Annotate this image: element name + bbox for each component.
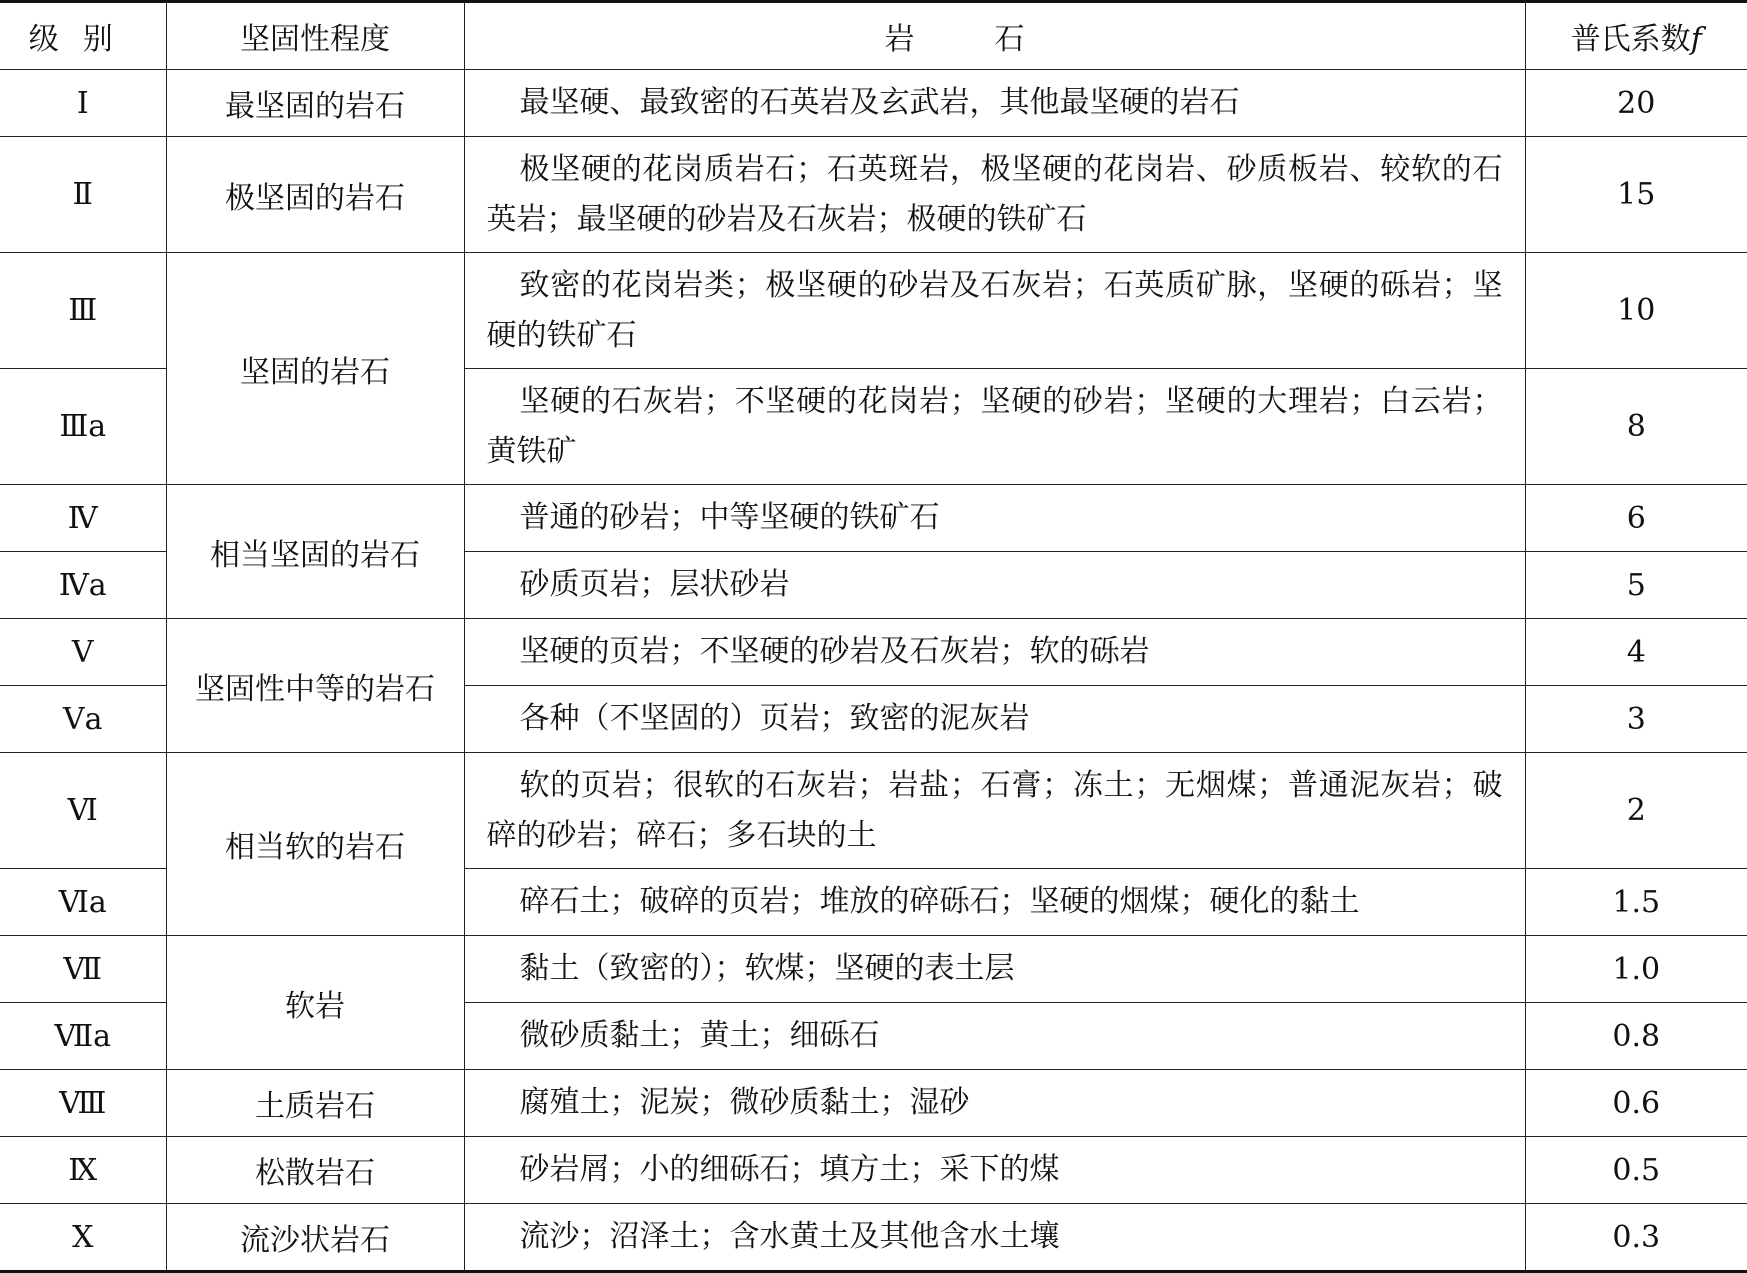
level-cell: Ⅵ <box>0 753 166 869</box>
level-cell: Ⅹ <box>0 1204 166 1272</box>
header-coef <box>1525 2 1747 70</box>
table-row <box>0 1137 1747 1204</box>
level-cell: Ⅷ <box>0 1070 166 1137</box>
degree-cell: 坚固性中等的岩石 <box>166 619 464 753</box>
header-level: 级别 <box>0 2 166 70</box>
rock-text: 最坚硬、最致密的石英岩及玄武岩，其他最坚硬的岩石 <box>519 85 1240 120</box>
coef-cell: 10 <box>1525 253 1747 369</box>
rock-text: 各种（不坚固的）页岩；致密的泥灰岩 <box>519 701 1030 736</box>
rock-text: 普通的砂岩；中等坚硬的铁矿石 <box>519 500 940 535</box>
degree-cell: 土质岩石 <box>166 1070 464 1137</box>
coef-cell: 0.5 <box>1525 1137 1747 1204</box>
coef-cell: 1.5 <box>1525 869 1747 936</box>
degree-cell: 软岩 <box>166 936 464 1070</box>
table-row <box>0 1070 1747 1137</box>
coef-cell: 1.0 <box>1525 936 1747 1003</box>
rock-cell <box>464 936 1525 1003</box>
degree-cell: 坚固的岩石 <box>166 253 464 485</box>
rock-text: 微砂质黏土；黄土；细砾石 <box>519 1018 880 1053</box>
rock-cell <box>464 686 1525 753</box>
level-cell: Ⅰ <box>0 70 166 137</box>
rock-text: 软的页岩；很软的石灰岩；岩盐；石膏；冻土；无烟煤；普通泥灰岩；破碎的砂岩；碎石；多石块的土 <box>486 767 1503 853</box>
level-cell: Ⅲ <box>0 253 166 369</box>
level-cell: Ⅶa <box>0 1003 166 1070</box>
table-row <box>0 619 1747 686</box>
table-row <box>0 137 1747 253</box>
coef-cell: 3 <box>1525 686 1747 753</box>
coef-cell: 0.3 <box>1525 1204 1747 1272</box>
rock-text: 黏土（致密的）；软煤；坚硬的表土层 <box>519 951 1015 986</box>
table-row <box>0 253 1747 369</box>
level-cell: Ⅴ <box>0 619 166 686</box>
coef-cell: 5 <box>1525 552 1747 619</box>
coef-cell: 4 <box>1525 619 1747 686</box>
rock-text: 致密的花岗岩类；极坚硬的砂岩及石灰岩；石英质矿脉，坚硬的砾岩；坚硬的铁矿石 <box>486 267 1503 353</box>
rock-cell <box>464 869 1525 936</box>
rock-cell <box>464 137 1525 253</box>
coef-cell: 15 <box>1525 137 1747 253</box>
coef-cell: 2 <box>1525 753 1747 869</box>
level-cell: Ⅳ <box>0 485 166 552</box>
level-cell: Ⅲa <box>0 369 166 485</box>
coef-cell: 20 <box>1525 70 1747 137</box>
rock-cell <box>464 1204 1525 1272</box>
degree-cell: 极坚固的岩石 <box>166 137 464 253</box>
header-coef-label: 普氏系数 <box>1570 22 1691 57</box>
rock-cell <box>464 369 1525 485</box>
table-row <box>0 936 1747 1003</box>
coef-cell: 8 <box>1525 369 1747 485</box>
coef-cell: 0.6 <box>1525 1070 1747 1137</box>
rock-cell <box>464 485 1525 552</box>
rock-text: 砂质页岩；层状砂岩 <box>519 567 790 602</box>
rock-text: 腐殖土；泥炭；微砂质黏土；湿砂 <box>519 1085 970 1120</box>
degree-cell: 流沙状岩石 <box>166 1204 464 1272</box>
rock-text: 碎石土；破碎的页岩；堆放的碎砾石；坚硬的烟煤；硬化的黏土 <box>519 884 1360 919</box>
rock-cell <box>464 70 1525 137</box>
rock-cell <box>464 1137 1525 1204</box>
rock-text: 坚硬的页岩；不坚硬的砂岩及石灰岩；软的砾岩 <box>519 634 1150 669</box>
table-row <box>0 70 1747 137</box>
rock-text: 流沙；沼泽土；含水黄土及其他含水土壤 <box>519 1219 1060 1254</box>
rock-cell <box>464 619 1525 686</box>
level-cell: Ⅶ <box>0 936 166 1003</box>
rock-cell <box>464 753 1525 869</box>
degree-cell: 松散岩石 <box>166 1137 464 1204</box>
degree-cell: 相当坚固的岩石 <box>166 485 464 619</box>
rock-text: 极坚硬的花岗质岩石；石英斑岩，极坚硬的花岗岩、砂质板岩、较软的石英岩；最坚硬的砂岩及石灰岩；极硬的铁矿石 <box>486 151 1503 237</box>
rock-cell <box>464 253 1525 369</box>
level-cell: Ⅳa <box>0 552 166 619</box>
table-row <box>0 1204 1747 1272</box>
header-coef-symbol: f <box>1690 22 1702 57</box>
degree-cell: 相当软的岩石 <box>166 753 464 936</box>
table-row <box>0 485 1747 552</box>
table-header-row <box>0 2 1747 70</box>
rock-text: 砂岩屑；小的细砾石；填方土；采下的煤 <box>519 1152 1060 1187</box>
rock-cell <box>464 1003 1525 1070</box>
level-cell: Ⅴa <box>0 686 166 753</box>
header-degree: 坚固性程度 <box>166 2 464 70</box>
degree-cell: 最坚固的岩石 <box>166 70 464 137</box>
coef-cell: 6 <box>1525 485 1747 552</box>
rock-text: 坚硬的石灰岩；不坚硬的花岗岩；坚硬的砂岩；坚硬的大理岩；白云岩；黄铁矿 <box>486 383 1503 469</box>
coef-cell: 0.8 <box>1525 1003 1747 1070</box>
header-rock: 岩石 <box>464 2 1525 70</box>
level-cell: Ⅱ <box>0 137 166 253</box>
table-row <box>0 753 1747 869</box>
rock-cell <box>464 1070 1525 1137</box>
level-cell: Ⅸ <box>0 1137 166 1204</box>
level-cell: Ⅵa <box>0 869 166 936</box>
rock-cell <box>464 552 1525 619</box>
